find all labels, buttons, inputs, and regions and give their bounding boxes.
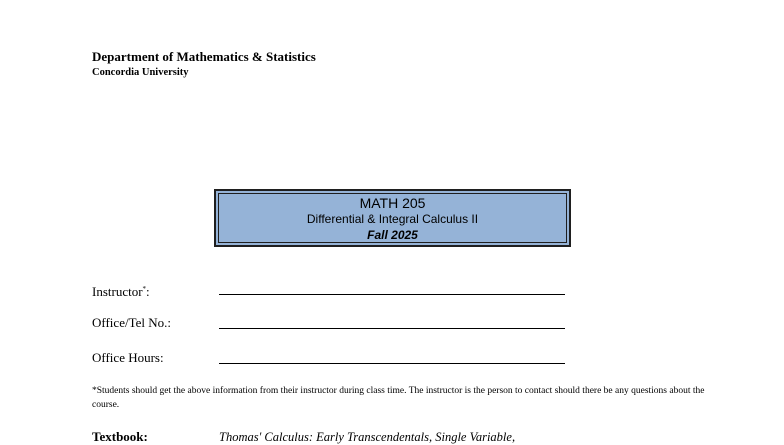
instructor-label-text: Instructor [92, 284, 143, 299]
instructor-label-colon: : [146, 284, 150, 299]
office-tel-label: Office/Tel No.: [92, 315, 171, 330]
office-hours-label: Office Hours: [92, 350, 164, 365]
instructor-footnote: *Students should get the above information from their instructor during class time. The instructor is the person to contact should there be any questions about the course. [92, 386, 705, 410]
instructor-label [92, 281, 150, 300]
textbook-label: Textbook: [92, 429, 148, 444]
course-name: Differential & Integral Calculus II [306, 212, 479, 226]
office-hours-blank-line [219, 363, 565, 364]
university-name: Concordia University [92, 67, 189, 78]
instructor-footnote-marker: * [142, 285, 147, 293]
department-name: Department of Mathematics & Statistics [92, 49, 316, 64]
course-term: Fall 2025 [367, 228, 418, 242]
office-tel-blank-line [219, 328, 565, 329]
instructor-blank-line [219, 294, 565, 295]
course-code: MATH 205 [359, 195, 426, 211]
course-title-box [214, 189, 571, 247]
textbook-title: Thomas' Calculus: Early Transcendentals, Single Variable, [219, 430, 516, 444]
